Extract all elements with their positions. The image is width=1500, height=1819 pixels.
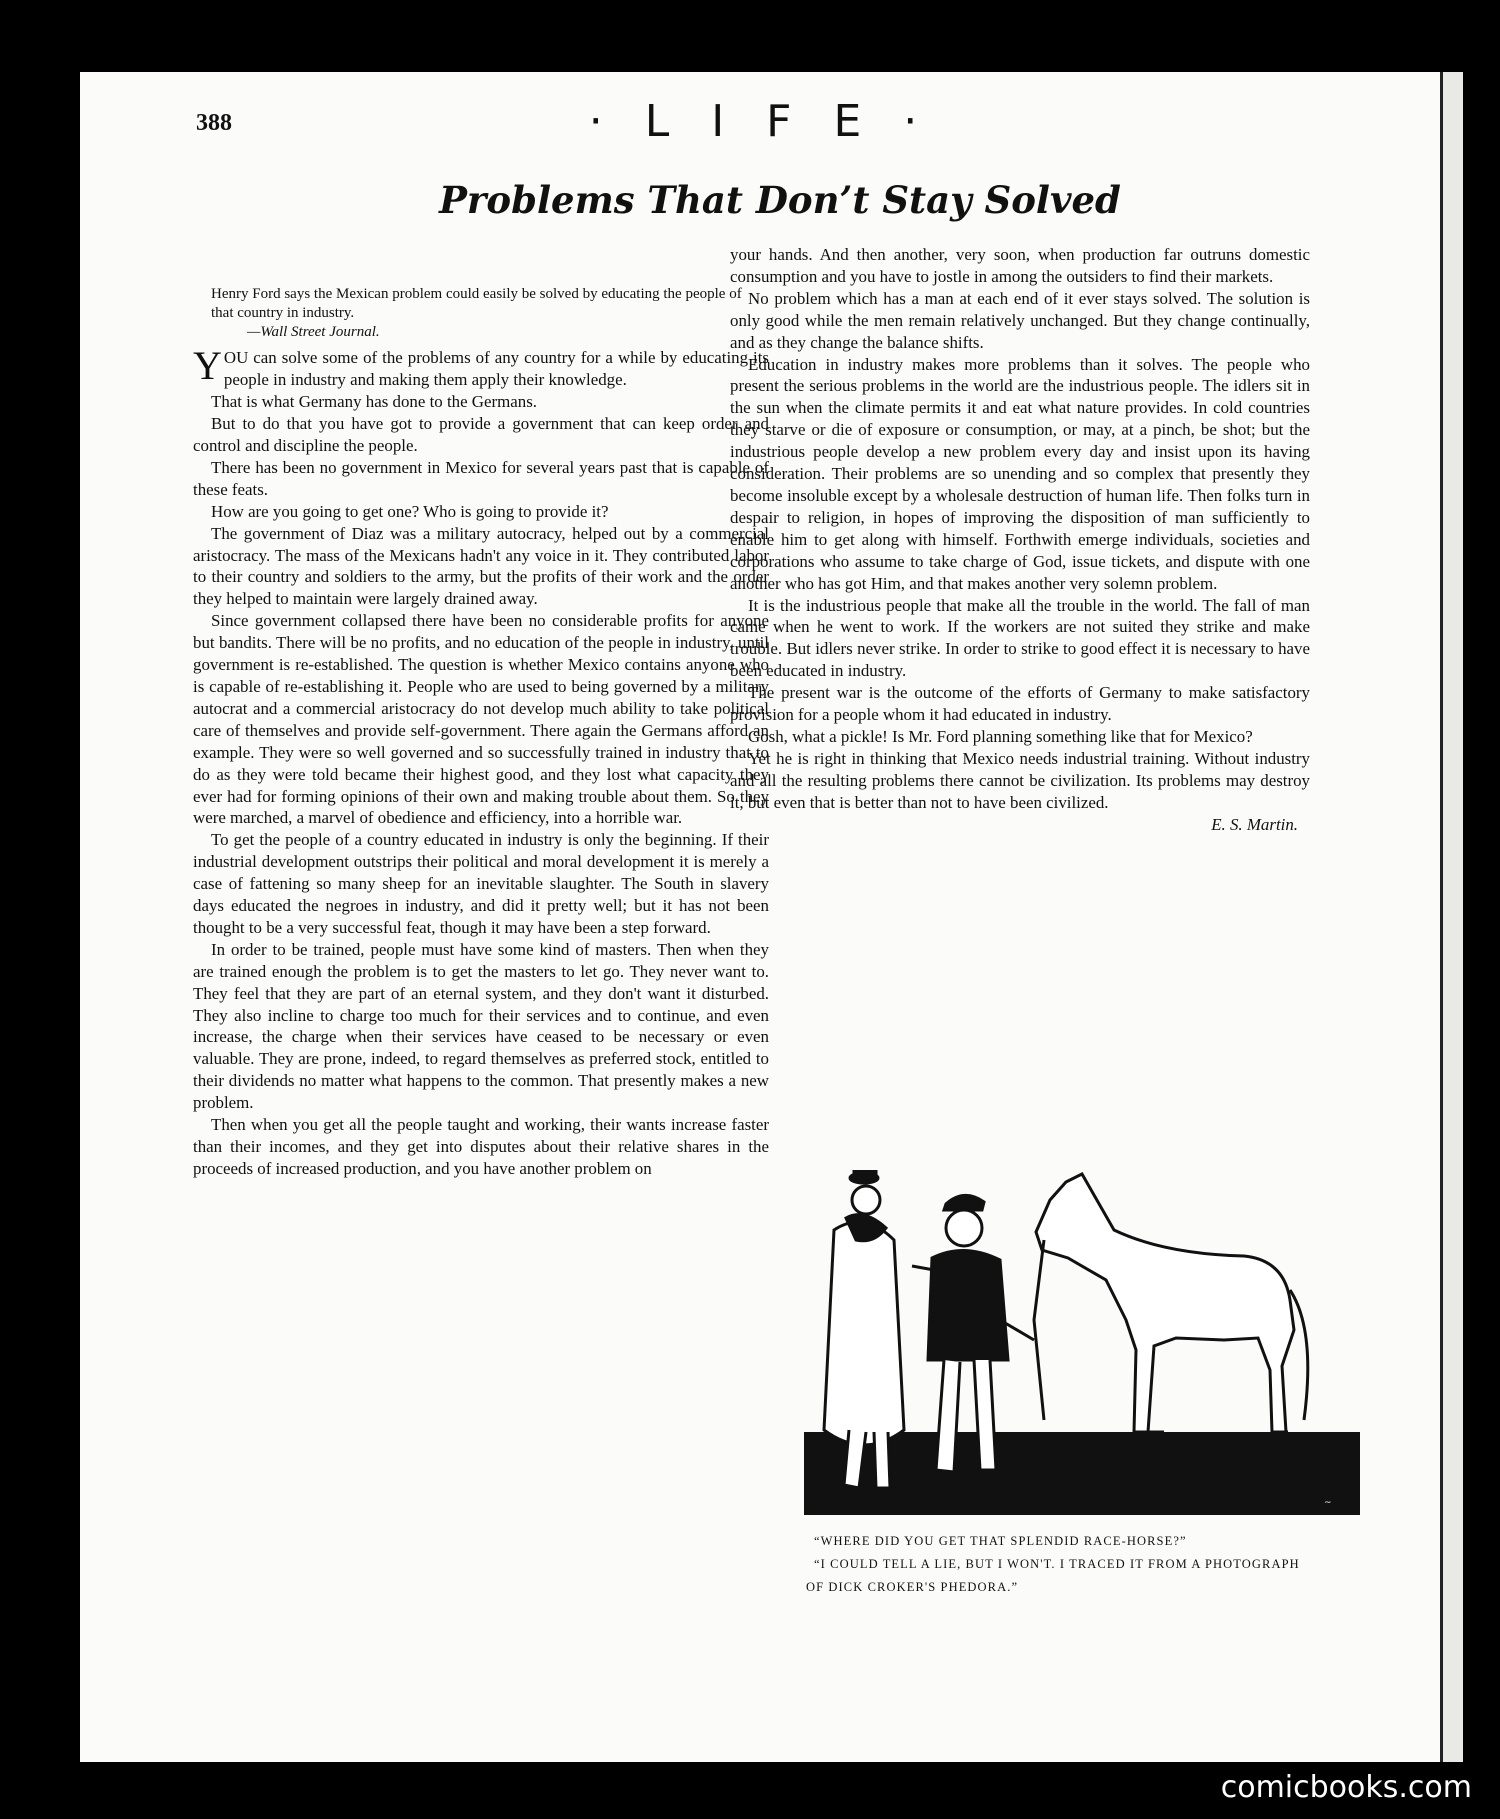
paragraph: The government of Diaz was a military autocracy, helped out by a commercial aristocracy. The mass of the Mexicans hadn't any voice in it. They contributed labor to their country and soldiers to the army, but the profits of their work and the order they helped to maintain were largely drained away.: [193, 523, 769, 609]
cartoon-illustration: [804, 1170, 1360, 1515]
paragraph: Gosh, what a pickle! Is Mr. Ford planning something like that for Mexico?: [748, 726, 1253, 746]
paragraph: That is what Germany has done to the Germans.: [211, 392, 537, 412]
paragraph: No problem which has a man at each end of it ever stays solved. The solution is only good while the men remain relatively unchanged. But they change continually, and as they change the balance shifts.: [730, 288, 1310, 352]
svg-text:~: ~: [1324, 1498, 1332, 1508]
article-title: Problems That Don’t Stay Solved: [439, 178, 1121, 222]
epigraph: [211, 285, 751, 341]
caption-question: “WHERE DID YOU GET THAT SPLENDID RACE-HORSE?”: [814, 1534, 1187, 1548]
left-column: [193, 285, 769, 1180]
right-column: [730, 244, 1310, 835]
watermark-text: comicbooks.com: [1220, 1770, 1472, 1805]
paragraph: There has been no government in Mexico for several years past that is capable of these feats.: [193, 457, 769, 499]
horse-figure: [1034, 1174, 1308, 1432]
paragraph: Since government collapsed there have been no considerable profits for anyone but bandits. There will be no profits, and no education of the people in industry, until government is re-established. The question is whether Mexico contains anyone who is capable of re-establishing it. People who are used to being governed by a military autocrat and a commercial aristocracy do not develop much ability to take political care of themselves and provide self-government. There again the Germans afford an example. They were so well governed and so successfully trained in industry that to do as they were told became their highest good, and they lost what capacity they ever had for forming opinions of their own and making trouble about them. So they were marched, a marvel of obedience and efficiency, into a horrible war.: [193, 611, 769, 828]
paragraph: To get the people of a country educated in industry is only the beginning. If their industrial development outstrips their political and moral development it is merely a case of fattening so many sheep for an inevitable slaughter. The South in slavery days educated the negroes in industry, and did it pretty well; but it has not been thought to be a very successful feat, though it may have been a step forward.: [193, 830, 769, 937]
paragraph: YOU can solve some of the problems of any country for a while by educating its people in industry and making them apply their knowledge.: [193, 343, 769, 390]
caption-answer: “I COULD TELL A LIE, BUT I WON'T. I TRACED IT FROM A PHOTOGRAPH OF DICK CROKER'S PHEDORA.”: [806, 1557, 1300, 1594]
facing-page-edge: [1440, 72, 1463, 1762]
paragraph: How are you going to get one? Who is going to provide it?: [211, 501, 609, 521]
epigraph-source: —Wall Street Journal.: [247, 323, 380, 340]
paragraph: It is the industrious people that make all the trouble in the world. The fall of man came when he went to work. If the workers are not suited they strike and make trouble. But idlers never strike. In order to strike to good effect it is necessary to have been educated in industry.: [730, 595, 1310, 681]
paragraph: The present war is the outcome of the efforts of Germany to make satisfactory provision for a people whom it had educated in industry.: [730, 683, 1310, 725]
page-number: 388: [196, 110, 232, 136]
epigraph-text: Henry Ford says the Mexican problem could easily be solved by educating the people of that country in industry.: [211, 286, 742, 321]
paragraph: Education in industry makes more problems than it solves. The people who present the serious problems in the world are the industrious people. The idlers sit in the sun when the climate permits it and eat what nature provides. In cold countries they starve or die of exposure or consumption, or may, at a pinch, be shot; but the industrious people develop a new problem every day and insist upon its having consideration. Their problems are so unending and so complex that presently they become insoluble except by a wholesale destruction of human life. Then folks turn in despair to religion, in hopes of improving the disposition of man sufficiently to enable him to get along with himself. Forthwith emerge individuals, societies and corporations who assume to take charge of God, issue tickets, and dispute with one another who has got Him, and that makes another very solemn problem.: [730, 354, 1310, 593]
masthead: · L I F E ·: [588, 96, 932, 147]
paragraph: But to do that you have got to provide a government that can keep order and control and discipline the people.: [193, 414, 769, 456]
cartoon-caption: [806, 1530, 1306, 1599]
drop-cap: Y: [193, 343, 222, 389]
paragraph: Yet he is right in thinking that Mexico needs industrial training. Without industry and all the resulting problems there cannot be civilization. Its problems may destroy it, but even that is better than not to have been civilized.: [730, 748, 1310, 812]
paragraph: In order to be trained, people must have some kind of masters. Then when they are trained enough the problem is to get the masters to let go. They never want to. They feel that they are part of an eternal system, and they don't want it disturbed. They also incline to charge too much for their services and to continue, and even increase, the charge when their services have ceased to be necessary or even valuable. They are prone, indeed, to regard themselves as preferred stock, entitled to their dividends no matter what happens to the common. That presently makes a new problem.: [193, 939, 769, 1113]
paragraph: your hands. And then another, very soon, when production far outruns domestic consumption and you have to jostle in among the outsiders to find their markets.: [730, 245, 1310, 286]
author-signature: E. S. Martin.: [1211, 814, 1298, 834]
groom-figure: [912, 1195, 1034, 1472]
paragraph: Then when you get all the people taught and working, their wants increase faster than their incomes, and they get into disputes about their relative shares in the proceeds of increased production, and you have another problem on: [193, 1115, 769, 1178]
